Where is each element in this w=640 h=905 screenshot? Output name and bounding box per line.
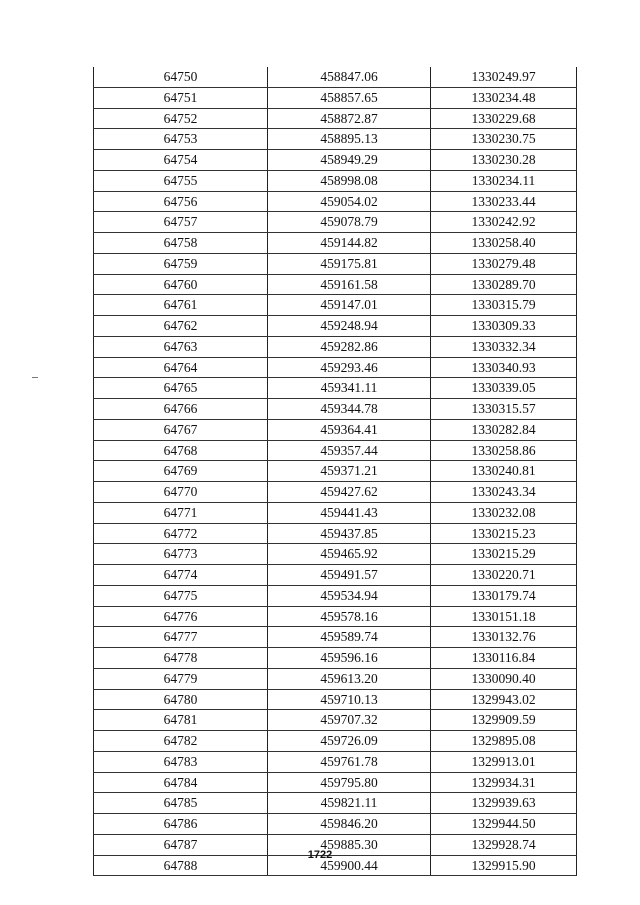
y-coordinate-cell: 1330132.76 [431, 627, 577, 648]
y-coordinate-cell: 1329944.50 [431, 814, 577, 835]
y-coordinate-cell: 1330258.40 [431, 233, 577, 254]
y-coordinate-cell: 1329895.08 [431, 731, 577, 752]
point-id-cell: 64775 [94, 585, 268, 606]
x-coordinate-cell: 459465.92 [268, 544, 431, 565]
point-id-cell: 64784 [94, 772, 268, 793]
point-id-cell: 64766 [94, 399, 268, 420]
y-coordinate-cell: 1330230.28 [431, 150, 577, 171]
table-row [94, 814, 577, 835]
point-id-cell: 64754 [94, 150, 268, 171]
point-id-cell: 64759 [94, 253, 268, 274]
point-id-cell: 64763 [94, 336, 268, 357]
point-id-cell: 64765 [94, 378, 268, 399]
point-id-cell: 64788 [94, 855, 268, 876]
point-id-cell: 64771 [94, 502, 268, 523]
y-coordinate-cell: 1329928.74 [431, 834, 577, 855]
y-coordinate-cell: 1330315.57 [431, 399, 577, 420]
point-id-cell: 64776 [94, 606, 268, 627]
table-row [94, 274, 577, 295]
point-id-cell: 64770 [94, 482, 268, 503]
table-row [94, 648, 577, 669]
x-coordinate-cell: 459147.01 [268, 295, 431, 316]
y-coordinate-cell: 1329909.59 [431, 710, 577, 731]
point-id-cell: 64783 [94, 751, 268, 772]
coordinates-table [93, 67, 577, 876]
y-coordinate-cell: 1329913.01 [431, 751, 577, 772]
point-id-cell: 64758 [94, 233, 268, 254]
table-row [94, 316, 577, 337]
table-row [94, 191, 577, 212]
y-coordinate-cell: 1330315.79 [431, 295, 577, 316]
table-row [94, 357, 577, 378]
table-row [94, 482, 577, 503]
x-coordinate-cell: 459341.11 [268, 378, 431, 399]
point-id-cell: 64781 [94, 710, 268, 731]
coordinates-table-body [94, 67, 577, 876]
x-coordinate-cell: 459900.44 [268, 855, 431, 876]
x-coordinate-cell: 459161.58 [268, 274, 431, 295]
y-coordinate-cell: 1330340.93 [431, 357, 577, 378]
point-id-cell: 64752 [94, 108, 268, 129]
table-row [94, 129, 577, 150]
table-row [94, 67, 577, 87]
point-id-cell: 64750 [94, 67, 268, 87]
point-id-cell: 64762 [94, 316, 268, 337]
y-coordinate-cell: 1330339.05 [431, 378, 577, 399]
x-coordinate-cell: 459078.79 [268, 212, 431, 233]
y-coordinate-cell: 1329939.63 [431, 793, 577, 814]
x-coordinate-cell: 458847.06 [268, 67, 431, 87]
y-coordinate-cell: 1330249.97 [431, 67, 577, 87]
x-coordinate-cell: 458872.87 [268, 108, 431, 129]
y-coordinate-cell: 1330220.71 [431, 565, 577, 586]
point-id-cell: 64782 [94, 731, 268, 752]
x-coordinate-cell: 459364.41 [268, 419, 431, 440]
point-id-cell: 64780 [94, 689, 268, 710]
y-coordinate-cell: 1330151.18 [431, 606, 577, 627]
x-coordinate-cell: 459344.78 [268, 399, 431, 420]
x-coordinate-cell: 459589.74 [268, 627, 431, 648]
x-coordinate-cell: 459175.81 [268, 253, 431, 274]
scan-artifact [32, 377, 38, 378]
point-id-cell: 64755 [94, 170, 268, 191]
x-coordinate-cell: 459761.78 [268, 751, 431, 772]
y-coordinate-cell: 1330090.40 [431, 668, 577, 689]
table-row [94, 378, 577, 399]
y-coordinate-cell: 1330282.84 [431, 419, 577, 440]
point-id-cell: 64786 [94, 814, 268, 835]
y-coordinate-cell: 1330258.86 [431, 440, 577, 461]
x-coordinate-cell: 459795.80 [268, 772, 431, 793]
x-coordinate-cell: 459491.57 [268, 565, 431, 586]
table-row [94, 108, 577, 129]
y-coordinate-cell: 1330234.48 [431, 87, 577, 108]
table-row [94, 689, 577, 710]
table-row [94, 295, 577, 316]
table-row [94, 523, 577, 544]
x-coordinate-cell: 459437.85 [268, 523, 431, 544]
y-coordinate-cell: 1330309.33 [431, 316, 577, 337]
table-row [94, 336, 577, 357]
table-row [94, 751, 577, 772]
x-coordinate-cell: 458857.65 [268, 87, 431, 108]
point-id-cell: 64778 [94, 648, 268, 669]
table-row [94, 440, 577, 461]
y-coordinate-cell: 1330215.29 [431, 544, 577, 565]
y-coordinate-cell: 1330234.11 [431, 170, 577, 191]
x-coordinate-cell: 459534.94 [268, 585, 431, 606]
table-row [94, 150, 577, 171]
table-row [94, 627, 577, 648]
x-coordinate-cell: 459282.86 [268, 336, 431, 357]
y-coordinate-cell: 1330242.92 [431, 212, 577, 233]
table-row [94, 399, 577, 420]
y-coordinate-cell: 1330116.84 [431, 648, 577, 669]
point-id-cell: 64769 [94, 461, 268, 482]
x-coordinate-cell: 459441.43 [268, 502, 431, 523]
x-coordinate-cell: 459596.16 [268, 648, 431, 669]
point-id-cell: 64757 [94, 212, 268, 233]
point-id-cell: 64753 [94, 129, 268, 150]
x-coordinate-cell: 459293.46 [268, 357, 431, 378]
x-coordinate-cell: 459710.13 [268, 689, 431, 710]
x-coordinate-cell: 459613.20 [268, 668, 431, 689]
point-id-cell: 64767 [94, 419, 268, 440]
point-id-cell: 64772 [94, 523, 268, 544]
y-coordinate-cell: 1330243.34 [431, 482, 577, 503]
x-coordinate-cell: 458895.13 [268, 129, 431, 150]
table-row [94, 461, 577, 482]
point-id-cell: 64773 [94, 544, 268, 565]
x-coordinate-cell: 459821.11 [268, 793, 431, 814]
table-row [94, 793, 577, 814]
x-coordinate-cell: 459427.62 [268, 482, 431, 503]
table-row [94, 502, 577, 523]
x-coordinate-cell: 459885.30 [268, 834, 431, 855]
x-coordinate-cell: 459248.94 [268, 316, 431, 337]
x-coordinate-cell: 459846.20 [268, 814, 431, 835]
y-coordinate-cell: 1330230.75 [431, 129, 577, 150]
y-coordinate-cell: 1330240.81 [431, 461, 577, 482]
table-row [94, 544, 577, 565]
y-coordinate-cell: 1330232.08 [431, 502, 577, 523]
table-row [94, 170, 577, 191]
point-id-cell: 64787 [94, 834, 268, 855]
table-row [94, 565, 577, 586]
table-row [94, 87, 577, 108]
point-id-cell: 64777 [94, 627, 268, 648]
x-coordinate-cell: 459371.21 [268, 461, 431, 482]
y-coordinate-cell: 1330233.44 [431, 191, 577, 212]
y-coordinate-cell: 1330229.68 [431, 108, 577, 129]
table-row [94, 731, 577, 752]
y-coordinate-cell: 1330179.74 [431, 585, 577, 606]
y-coordinate-cell: 1329934.31 [431, 772, 577, 793]
y-coordinate-cell: 1330279.48 [431, 253, 577, 274]
table-row [94, 419, 577, 440]
y-coordinate-cell: 1330215.23 [431, 523, 577, 544]
page-number: 1722 [307, 849, 333, 861]
table-row [94, 668, 577, 689]
point-id-cell: 64768 [94, 440, 268, 461]
point-id-cell: 64760 [94, 274, 268, 295]
x-coordinate-cell: 459726.09 [268, 731, 431, 752]
point-id-cell: 64764 [94, 357, 268, 378]
table-row [94, 233, 577, 254]
table-row [94, 253, 577, 274]
point-id-cell: 64785 [94, 793, 268, 814]
point-id-cell: 64756 [94, 191, 268, 212]
x-coordinate-cell: 459578.16 [268, 606, 431, 627]
x-coordinate-cell: 458949.29 [268, 150, 431, 171]
table-row [94, 606, 577, 627]
table-row [94, 585, 577, 606]
y-coordinate-cell: 1329943.02 [431, 689, 577, 710]
x-coordinate-cell: 459357.44 [268, 440, 431, 461]
x-coordinate-cell: 458998.08 [268, 170, 431, 191]
x-coordinate-cell: 459707.32 [268, 710, 431, 731]
table-row [94, 772, 577, 793]
y-coordinate-cell: 1329915.90 [431, 855, 577, 876]
point-id-cell: 64774 [94, 565, 268, 586]
table-row [94, 710, 577, 731]
point-id-cell: 64779 [94, 668, 268, 689]
y-coordinate-cell: 1330332.34 [431, 336, 577, 357]
point-id-cell: 64751 [94, 87, 268, 108]
y-coordinate-cell: 1330289.70 [431, 274, 577, 295]
x-coordinate-cell: 459144.82 [268, 233, 431, 254]
point-id-cell: 64761 [94, 295, 268, 316]
table-row [94, 212, 577, 233]
x-coordinate-cell: 459054.02 [268, 191, 431, 212]
